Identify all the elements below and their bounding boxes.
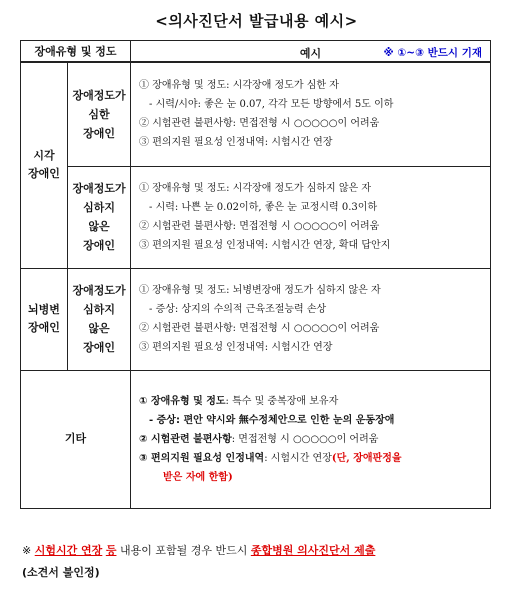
example-table — [20, 40, 491, 509]
category-brain-lesion: 뇌병변 장애인 — [21, 268, 68, 370]
header-example: 예시 — [299, 47, 322, 60]
table-row — [21, 370, 491, 508]
etc-description: ① 장애유형 및 정도: 특수 및 중복장애 보유자 - 증상: 편안 약시와 無수정체안으로 인한 눈의 운동장애 ② 시험관련 불편사항: 면접전형 시 ○○○○○이 어려움 ③ 편의지원 필요성 인정내역: 시험시간 연장(단, 장애판정을 받은 자에 한함) — [131, 370, 491, 508]
table-row — [21, 166, 491, 268]
footer-mark: ※ — [22, 544, 32, 557]
severity-severe: 장애정도가 심한 장애인 — [68, 62, 131, 166]
category-etc: 기타 — [21, 370, 131, 508]
footer-red-1: 시험시간 연장 — [34, 544, 103, 557]
example-description: ① 장애유형 및 정도: 시각장애 정도가 심하지 않은 자 - 시력: 나쁜 눈 0.02이하, 좋은 눈 교정시력 0.3이하 ② 시험관련 불편사항: 면접전형 시 ○○○○○이 어려움 ③ 편의지원 필요성 인정내역: 시험시간 연장, 확대 답안지 — [131, 166, 491, 268]
header-example-cell — [131, 41, 491, 63]
page-title: <의사진단서 발급내용 예시> — [155, 12, 358, 30]
example-description: ① 장애유형 및 정도: 시각장애 정도가 심한 자 - 시력/시야: 좋은 눈 0.07, 각각 모든 방향에서 5도 이하 ② 시험관련 불편사항: 면접전형 시 ○○○○○이 어려움 ③ 편의지원 필요성 인정내역: 시험시간 연장 — [131, 62, 491, 166]
table-header-row — [21, 41, 491, 63]
header-note: ※ ①~③ 반드시 기재 — [383, 47, 483, 59]
example-description: ① 장애유형 및 정도: 뇌병변장애 정도가 심하지 않은 자 - 증상: 상지의 수의적 근육조절능력 손상 ② 시험관련 불편사항: 면접전형 시 ○○○○○이 어려움 ③ 편의지원 필요성 인정내역: 시험시간 연장 — [131, 268, 491, 370]
footer-text-1: 내용이 포함될 경우 반드시 — [119, 544, 248, 557]
footer-red-2: 등 — [105, 544, 117, 557]
severity-not-severe: 장애정도가 심하지 않은 장애인 — [68, 166, 131, 268]
severity-not-severe: 장애정도가 심하지 않은 장애인 — [68, 268, 131, 370]
table-row — [21, 62, 491, 166]
table-row — [21, 268, 491, 370]
footer-line-2: (소견서 불인정) — [22, 566, 100, 579]
header-type: 장애유형 및 정도 — [21, 41, 131, 63]
footer-red-3: 종합병원 의사진단서 제출 — [250, 544, 376, 557]
category-visual: 시각 장애인 — [21, 62, 68, 268]
footer-note — [22, 540, 492, 584]
